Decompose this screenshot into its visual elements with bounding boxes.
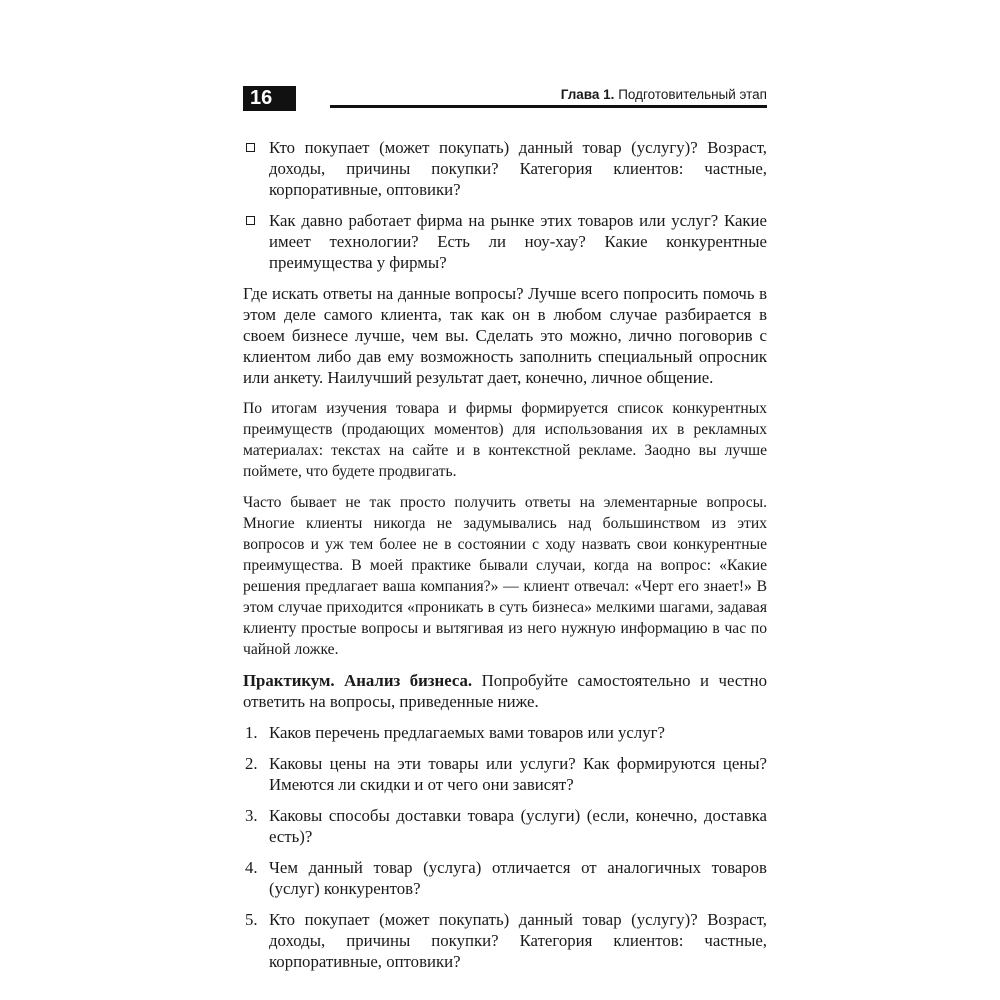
list-number: 3. [245,806,258,825]
list-item-text: Каков перечень предлагаемых вами товаров или услуг? [269,723,665,742]
page-header [243,86,767,112]
practicum-paragraph [243,670,767,712]
header-rule [330,105,767,108]
paragraph: Где искать ответы на данные вопросы? Лучше всего попросить помочь в этом деле самого клиента, так как он в любом случае разбирается в своем бизнесе лучше, чем вы. Сделать это можно, лично поговорив с клиентом либо дав ему возможность заполнить специальный опросник или анкету. Наилучший результат дает, конечно, личное общение. [243,284,767,387]
paragraph: По итогам изучения товара и фирмы формируется список конкурентных преимуществ (продающих моментов) для использования их в рекламных материалах: текстах на сайте и в контекстной рекламе. Заодно вы лучше поймете, что будете продвигать. [243,400,767,480]
list-item-text: Чем данный товар (услуга) отличается от аналогичных товаров (услуг) конкурентов? [269,858,767,898]
list-item [243,909,767,972]
list-number: 5. [245,910,258,929]
bullet-list [243,137,767,273]
list-number: 4. [245,858,258,877]
list-item [243,722,767,743]
page-number: 16 [243,86,296,111]
list-item-text: Кто покупает (может покупать) данный товар (услугу)? Возраст, доходы, причины покупки? Категория клиентов: частные, корпоративные, оптовики? [269,138,767,199]
running-title [561,86,767,104]
list-item [243,805,767,847]
list-item-text: Каковы способы доставки товара (услуги) (если, конечно, доставка есть)? [269,806,767,846]
checkbox-bullet-icon [246,143,255,152]
list-item-text: Как давно работает фирма на рынке этих товаров или услуг? Какие имеет технологии? Есть ли ноу-хау? Какие конкурентные преимущества у фирмы? [269,211,767,272]
paragraph: Часто бывает не так просто получить ответы на элементарные вопросы. Многие клиенты никогда не задумывались над большинством из этих вопросов и уж тем более не в состоянии с ходу назвать свои конкурентные преимущества. В моей практике бывали случаи, когда на вопрос: «Какие решения предлагает ваша компания?» — клиент отвечал: «Черт его знает!» В этом случае приходится «проникать в суть бизнеса» мелкими шагами, задавая клиенту простые вопросы и вытягивая из него нужную информацию в час по чайной ложке. [243,494,767,658]
list-item-text: Каковы цены на эти товары или услуги? Как формируются цены? Имеются ли скидки и от чего они зависят? [269,754,767,794]
chapter-label: Глава 1. [560,87,615,102]
page-body [243,137,767,972]
question-list [243,722,767,972]
list-number: 2. [245,754,258,773]
list-item [243,137,767,200]
practicum-text: Попробуйте самостоятельно и честно ответить на вопросы, приведенные ниже. [243,671,767,711]
list-number: 1. [245,723,258,742]
checkbox-bullet-icon [246,216,255,225]
list-item-text: Кто покупает (может покупать) данный товар (услугу)? Возраст, доходы, причины покупки? Категория клиентов: частные, корпоративные, оптовики? [269,910,767,971]
list-item [243,753,767,795]
list-item [243,857,767,899]
book-page [243,86,767,982]
list-item [243,210,767,273]
chapter-title: Подготовительный этап [618,87,767,102]
practicum-heading: Практикум. Анализ бизнеса. [243,671,473,690]
